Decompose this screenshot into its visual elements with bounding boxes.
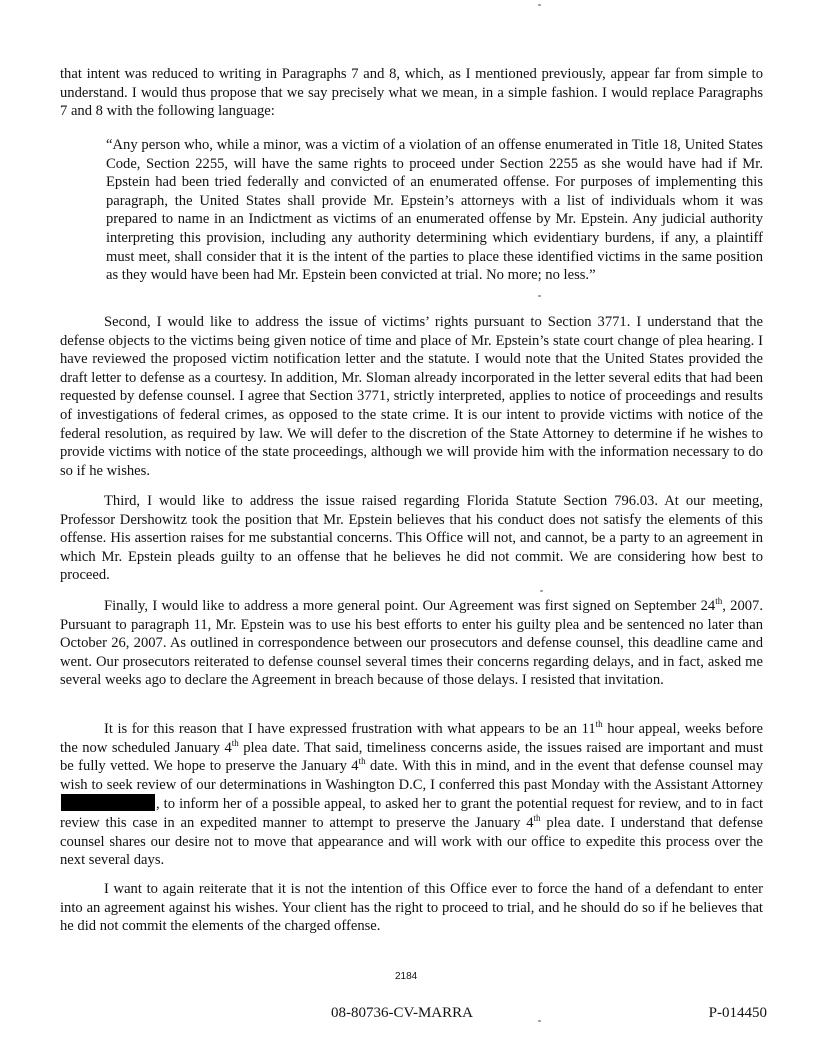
scan-speck bbox=[538, 295, 541, 297]
paragraph-intro: that intent was reduced to writing in Paragraphs 7 and 8, which, as I mentioned previously, appear far from simple to understand. I would thus propose that we say precisely what we mean, in a simple fashion. I would replace Paragraphs 7 and 8 with the following language: bbox=[60, 66, 763, 120]
scan-speck bbox=[538, 4, 541, 6]
p4-superscript: th bbox=[715, 596, 723, 607]
p5-text-c: plea date. That said, timeliness concerns aside, the issues raised are important and must be fully vetted. We hope to preserve the January 4 bbox=[60, 739, 763, 775]
p5-superscript-3: th bbox=[358, 756, 366, 767]
paragraph-reiterate: I want to again reiterate that it is not the intention of this Office ever to force the hand of a defendant to enter into an agreement against his wishes. Your client has the right to proceed to trial, and he should do so if he believes that he did not commit the elements of the charged offense. bbox=[60, 881, 763, 935]
scan-speck bbox=[538, 1020, 541, 1022]
bates-number: P-014450 bbox=[708, 1005, 767, 1021]
paragraph-general-point bbox=[60, 597, 763, 690]
p5-text-b: hour appeal, weeks before the now scheduled January 4 bbox=[60, 721, 763, 756]
page-number: 2184 bbox=[395, 971, 418, 982]
scan-speck bbox=[540, 590, 543, 592]
redaction-box bbox=[61, 794, 155, 811]
proposed-language-quote: “Any person who, while a minor, was a victim of a violation of an offense enumerated in Title 18, United States Code, Section 2255, will have the same rights to proceed under Section 2255 as she would have had if Mr. Epstein had been tried federally and convicted of an enumerated offense. For purposes of implementing this paragraph, the United States shall provide Mr. Epstein’s attorneys with a list of individuals whom it was prepared to name in an Indictment as victims of an enumerated offense by Mr. Epstein. Any judicial authority interpreting this provision, including any authority determining which evidentiary burdens, if any, a plaintiff must meet, shall consider that it is the intent of the parties to place these identified victims in the same position as they would have been had Mr. Epstein been convicted at trial. No more; no less.” bbox=[106, 137, 763, 284]
p5-superscript-4: th bbox=[533, 813, 541, 824]
case-number: 08-80736-CV-MARRA bbox=[331, 1005, 473, 1021]
p5-text-e: , to inform her of a possible appeal, to asked her to grant the potential request for review, and to in fact review this case in an expedited manner to attempt to preserve the January 4 bbox=[60, 796, 763, 831]
p5-superscript-2: th bbox=[231, 737, 239, 748]
p5-text-f: plea date. I understand that defense counsel shares our desire not to move that appearance and will work with our office to expedite this process over the next several days. bbox=[60, 814, 763, 869]
p5-superscript-1: th bbox=[595, 719, 603, 730]
p5-text-a: It is for this reason that I have expressed frustration with what appears to be an 11 bbox=[104, 721, 596, 737]
paragraph-florida-statute: Third, I would like to address the issue raised regarding Florida Statute Section 796.03. At our meeting, Professor Dershowitz took the position that Mr. Epstein believes that his conduct does not satisfy the elements of this offense. His assertion raises for me substantial concerns. This Office will not, and cannot, be a party to an agreement in which Mr. Epstein pleads guilty to an offense that he believes he did not commit. We are considering how best to proceed. bbox=[60, 493, 763, 584]
p5-text-d: date. With this in mind, and in the event that defense counsel may wish to seek review of our determinations in Washington D.C, I conferred this past Monday with the Assistant Attorney bbox=[60, 758, 764, 793]
p4-text-b: , 2007. Pursuant to paragraph 11, Mr. Epstein was to use his best efforts to enter his guilty plea and be sentenced no later than October 26, 2007. As outlined in correspondence between our prosecutors and defense counsel, this deadline came and went. Our prosecutors reiterated to defense counsel several times their concerns regarding delays, and in fact, asked me several weeks ago to declare the Agreement in breach because of those delays. I resisted that invitation. bbox=[60, 598, 763, 689]
paragraph-victims-rights: Second, I would like to address the issue of victims’ rights pursuant to Section 3771. I understand that the defense objects to the victims being given notice of time and place of Mr. Epstein’s state court change of plea hearing. I have reviewed the proposed victim notification letter and the statute. I would note that the United States provided the draft letter to defense as a courtesy. In addition, Mr. Sloman already incorporated in the letter several edits that had been requested by defense counsel. I agree that Section 3771, strictly interpreted, applies to notice of proceedings and results of investigations of federal crimes, as opposed to the state crime. It is our intent to provide victims with notice of the federal resolution, as required by law. We will defer to the discretion of the State Attorney to determine if he wishes to provide victims with notice of the state proceedings, although we will provide him with the information necessary to do so if he wishes. bbox=[60, 314, 763, 479]
p4-text-a: Finally, I would like to address a more general point. Our Agreement was first signed on September 24 bbox=[104, 598, 716, 614]
paragraph-appeal bbox=[60, 720, 763, 870]
